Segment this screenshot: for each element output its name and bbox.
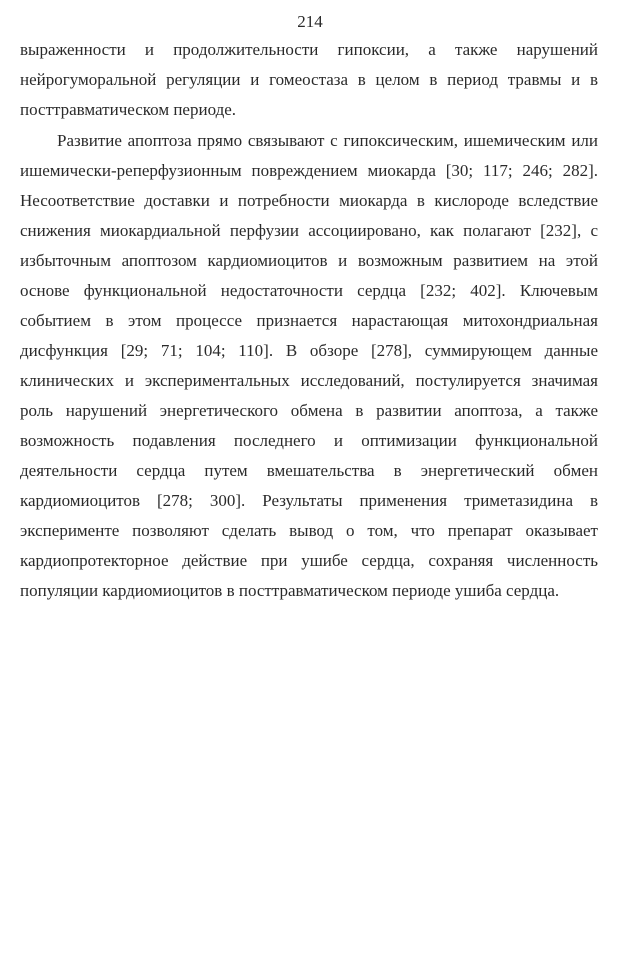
text-line: деятельности сердца путем вмешательства в энергетический обмен (20, 461, 598, 480)
text-line: клинических и экспериментальных исследований, постулируется значимая (20, 371, 598, 390)
text-line: роль нарушений энергетического обмена в развитии апоптоза, а также (20, 401, 598, 420)
text-line: возможность подавления последнего и оптимизации функциональной (20, 431, 598, 450)
text-line: кардиопротекторное действие при ушибе сердца, сохраняя численность (20, 551, 598, 570)
text-line: популяции кардиомиоцитов в посттравматическом периоде ушиба сердца. (20, 581, 560, 600)
text-line: Несоответствие доставки и потребности миокарда в кислороде вследствие (20, 191, 598, 210)
text-line: посттравматическом периоде. (20, 100, 237, 119)
text-line: эксперименте позволяют сделать вывод о том, что препарат оказывает (20, 521, 598, 540)
text-line: нейрогуморальной регуляции и гомеостаза в целом в период травмы и в (20, 70, 598, 89)
text-line: событием в этом процессе признается нарастающая митохондриальная (20, 311, 598, 330)
text-line: Развитие апоптоза прямо связывают с гипоксическим, ишемическим или (57, 131, 598, 150)
text-line: выраженности и продолжительности гипоксии, а также нарушений (20, 40, 598, 59)
text-line: ишемически-реперфузионным повреждением миокарда [30; 117; 246; 282]. (20, 161, 598, 180)
text-line: дисфункция [29; 71; 104; 110]. В обзоре [278], суммирующем данные (20, 341, 598, 360)
text-line: избыточным апоптозом кардиомиоцитов и возможным развитием на этой (20, 251, 598, 270)
text-line: основе функциональной недостаточности сердца [232; 402]. Ключевым (20, 281, 598, 300)
text-line: снижения миокардиальной перфузии ассоциировано, как полагают [232], с (20, 221, 598, 240)
page-number: 214 (297, 12, 323, 31)
text-line: кардиомиоцитов [278; 300]. Результаты применения триметазидина в (20, 491, 598, 510)
